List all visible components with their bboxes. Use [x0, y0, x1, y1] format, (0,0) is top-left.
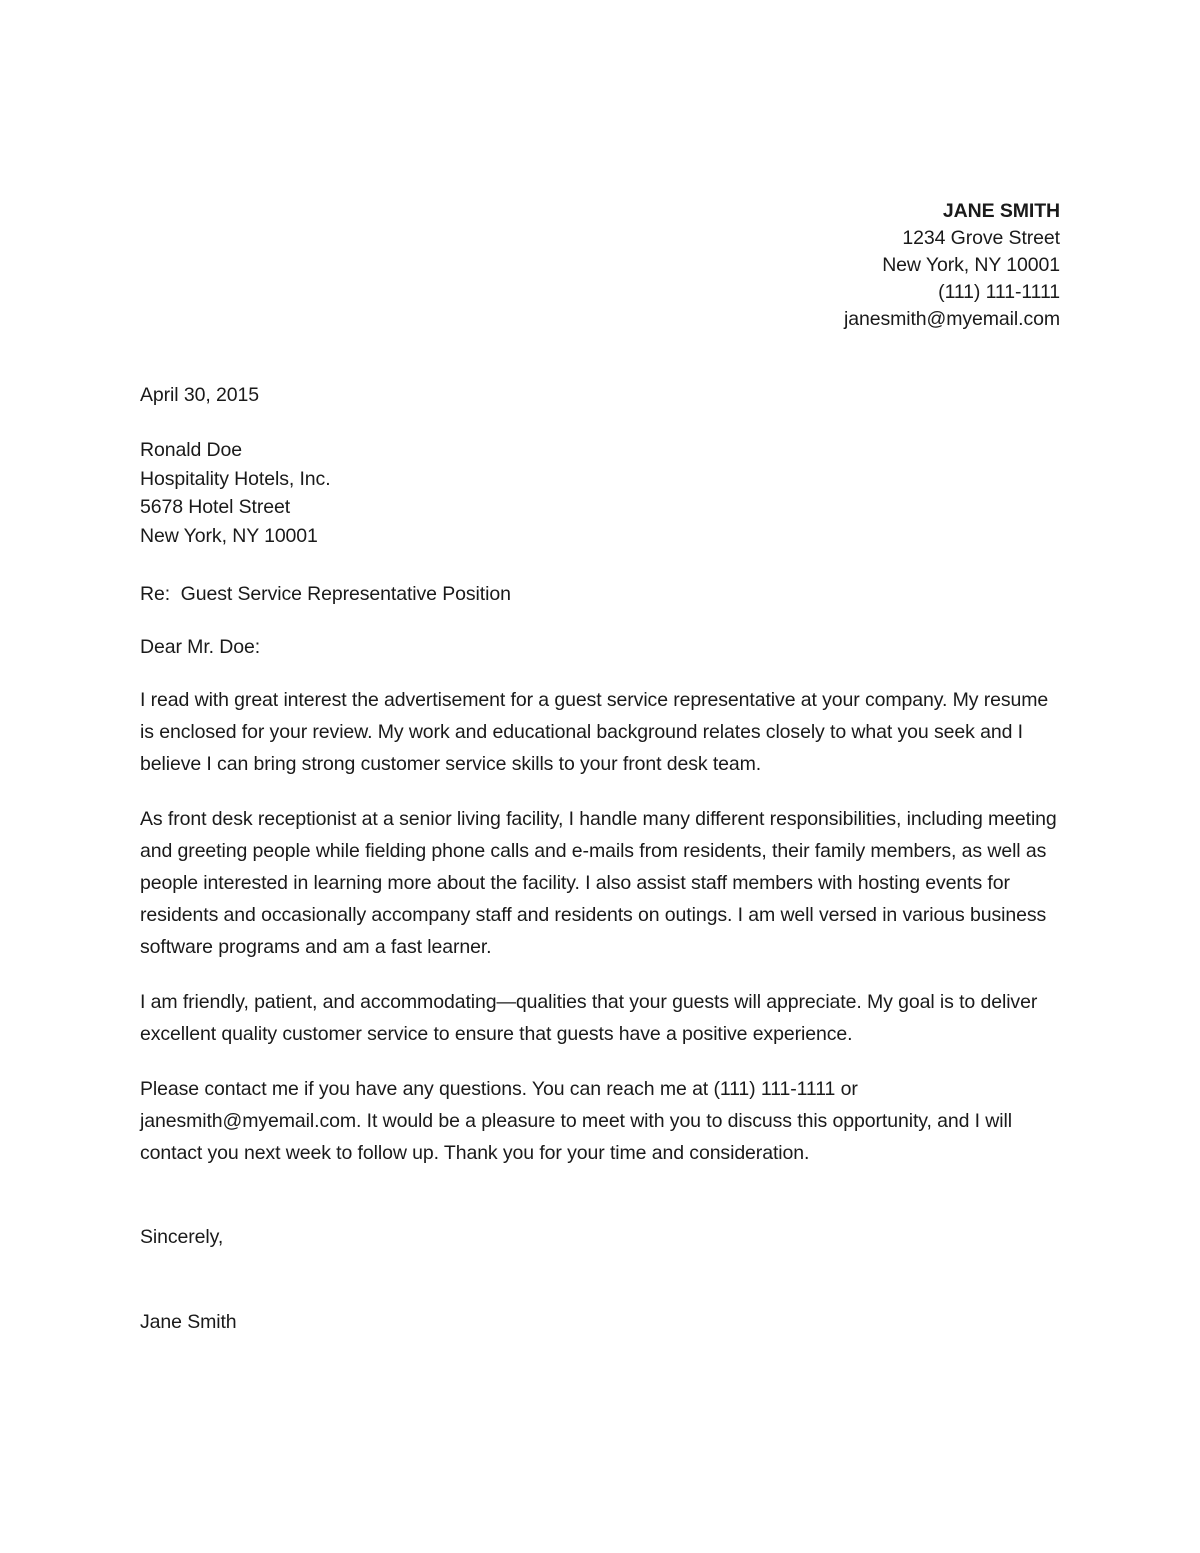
body-paragraph-4: Please contact me if you have any questions. You can reach me at (111) 111-1111 or janesmith@myemail.com. It would be a pleasure to meet with you to discuss this opportunity, and I will contact you next week to follow up. Thank you for your time and consideration. — [140, 1078, 1012, 1164]
letter-date: April 30, 2015 — [140, 384, 259, 406]
salutation: Dear Mr. Doe: — [140, 636, 261, 658]
closing: Sincerely, — [140, 1226, 224, 1248]
signature-name: Jane Smith — [140, 1311, 237, 1333]
body-paragraph-3: I am friendly, patient, and accommodating—qualities that your guests will appreciate. My goal is to deliver excellent quality customer service to ensure that guests have a positive experience. — [140, 991, 1038, 1045]
sender-name: JANE SMITH — [942, 200, 1060, 222]
sender-contact-block — [140, 198, 1060, 333]
recipient-city: New York, NY 10001 — [140, 524, 318, 547]
subject-line: Re: Guest Service Representative Position — [140, 583, 511, 605]
recipient-street: 5678 Hotel Street — [140, 496, 291, 518]
body-paragraph-2: As front desk receptionist at a senior living facility, I handle many different responsibilities, including meeting and greeting people while fielding phone calls and e-mails from residents, their family members, as well as people interested in learning more about the facility. I also assist staff members with hosting events for residents and occasionally accompany staff and residents on outings. I am well versed in various business software programs and am a fast learner. — [140, 808, 1057, 958]
sender-city: New York, NY 10001 — [882, 254, 1060, 276]
recipient-company: Hospitality Hotels, Inc. — [140, 467, 331, 490]
body-paragraph-1: I read with great interest the advertisement for a guest service representative at your company. My resume is enclosed for your review. My work and educational background relates closely to what you seek and I believe I can bring strong customer service skills to your front desk team. — [140, 689, 1049, 775]
letter-body — [140, 684, 1060, 1169]
recipient-name: Ronald Doe — [140, 439, 242, 461]
sender-email: janesmith@myemail.com — [844, 308, 1060, 330]
sender-street: 1234 Grove Street — [902, 227, 1060, 249]
recipient-address-block — [140, 436, 1060, 550]
sender-phone: (111) 111-1111 — [938, 281, 1060, 303]
